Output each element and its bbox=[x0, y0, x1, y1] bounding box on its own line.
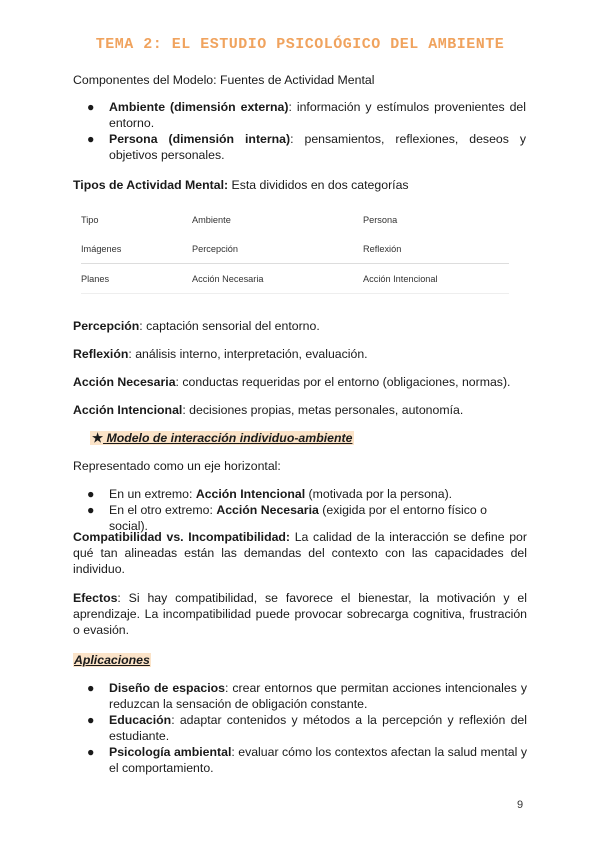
componentes-list bbox=[87, 99, 526, 163]
aplicacion-term: Educación bbox=[109, 713, 172, 727]
star-icon: ★ bbox=[92, 431, 104, 445]
definition-term: Reflexión bbox=[73, 347, 129, 361]
tipos-line bbox=[73, 177, 409, 193]
aplicaciones-heading bbox=[73, 652, 151, 668]
extremo-post: (motivada por la persona). bbox=[305, 487, 453, 501]
aplicacion-term: Diseño de espacios bbox=[109, 681, 225, 695]
aplicacion-text: : crear entornos que permitan acciones intencionales y reduzcan la sensación de obligación constante. bbox=[109, 681, 527, 711]
aplicaciones-title: Aplicaciones bbox=[74, 653, 150, 667]
tipos-label: Tipos de Actividad Mental: bbox=[73, 178, 229, 192]
table-row bbox=[81, 234, 509, 264]
extremo-post: (exigida por el entorno físico o social). bbox=[109, 503, 487, 533]
aplicaciones-list bbox=[87, 680, 527, 776]
definition-text: : captación sensorial del entorno. bbox=[139, 319, 320, 333]
compat-paragraph bbox=[73, 529, 527, 577]
page-number: 9 bbox=[517, 799, 524, 811]
definition-accion-intencional bbox=[73, 402, 463, 418]
definition-percepcion bbox=[73, 318, 320, 334]
bullet-icon: ● bbox=[87, 100, 95, 114]
extremo-pre: En el otro extremo: bbox=[109, 503, 217, 517]
definition-term: Percepción bbox=[73, 319, 140, 333]
list-item bbox=[87, 99, 526, 131]
page-title: TEMA 2: EL ESTUDIO PSICOLÓGICO DEL AMBIENTE bbox=[95, 36, 505, 53]
table-header-row bbox=[81, 205, 509, 234]
efectos-text: : Si hay compatibilidad, se favorece el bienestar, la motivación y el aprendizaje. La incompatibilidad puede provocar sobrecarga cognitiva, frustración o evasión. bbox=[73, 591, 527, 637]
definition-term: Acción Intencional bbox=[73, 403, 183, 417]
modelo-heading bbox=[90, 430, 354, 446]
componente-text: : pensamientos, reflexiones, deseos y objetivos personales. bbox=[109, 132, 526, 162]
definition-text: : decisiones propias, metas personales, autonomía. bbox=[182, 403, 464, 417]
table-cell: Acción Intencional bbox=[363, 264, 509, 294]
bullet-icon: ● bbox=[87, 487, 95, 501]
componente-term: Ambiente (dimensión externa) bbox=[109, 100, 289, 114]
list-item bbox=[87, 744, 527, 776]
table-cell: Percepción bbox=[192, 234, 363, 264]
table-row bbox=[81, 264, 509, 294]
table-header-cell: Persona bbox=[363, 214, 398, 225]
bullet-icon: ● bbox=[87, 503, 95, 517]
representado-text: Representado como un eje horizontal: bbox=[73, 459, 281, 473]
table-cell: Imágenes bbox=[81, 234, 192, 264]
bullet-icon: ● bbox=[87, 681, 95, 695]
definition-accion-necesaria bbox=[73, 374, 510, 390]
definition-reflexion bbox=[73, 346, 368, 362]
table-cell: Acción Necesaria bbox=[192, 264, 363, 294]
modelo-title: Modelo de interacción individuo-ambiente bbox=[106, 431, 353, 445]
efectos-term: Efectos bbox=[73, 591, 118, 605]
list-item bbox=[87, 131, 526, 163]
bullet-icon: ● bbox=[87, 745, 95, 759]
componente-term: Persona (dimensión interna) bbox=[109, 132, 291, 146]
compat-term: Compatibilidad vs. Incompatibilidad: bbox=[73, 530, 291, 544]
compat-text: La calidad de la interacción se define por qué tan alineadas están las demandas del contexto con las capacidades del individuo. bbox=[73, 530, 527, 576]
bullet-icon: ● bbox=[87, 713, 95, 727]
aplicacion-text: : adaptar contenidos y métodos a la percepción y reflexión del estudiante. bbox=[109, 713, 527, 743]
definition-text: : análisis interno, interpretación, evaluación. bbox=[128, 347, 368, 361]
tipos-text: Esta divididos en dos categorías bbox=[228, 178, 409, 192]
list-item bbox=[87, 712, 527, 744]
table-cell: Reflexión bbox=[363, 234, 509, 264]
componente-text: : información y estímulos provenientes del entorno. bbox=[109, 100, 526, 130]
table-cell: Planes bbox=[81, 264, 192, 294]
extremo-term: Acción Necesaria bbox=[216, 503, 319, 517]
aplicacion-text: : evaluar cómo los contextos afectan la salud mental y el comportamiento. bbox=[109, 745, 527, 775]
definition-text: : conductas requeridas por el entorno (obligaciones, normas). bbox=[175, 375, 511, 389]
list-item bbox=[87, 486, 529, 502]
efectos-paragraph bbox=[73, 590, 527, 638]
componentes-heading: Componentes del Modelo: Fuentes de Actividad Mental bbox=[73, 73, 375, 87]
definition-term: Acción Necesaria bbox=[73, 375, 176, 389]
extremo-pre: En un extremo: bbox=[109, 487, 196, 501]
tipos-table bbox=[81, 205, 509, 294]
extremo-term: Acción Intencional bbox=[195, 487, 306, 501]
table-header-cell: Tipo bbox=[81, 214, 99, 225]
extremos-list bbox=[87, 486, 529, 534]
aplicacion-term: Psicología ambiental bbox=[109, 745, 232, 759]
list-item bbox=[87, 680, 527, 712]
table-header-cell: Ambiente bbox=[192, 214, 231, 225]
bullet-icon: ● bbox=[87, 132, 95, 146]
